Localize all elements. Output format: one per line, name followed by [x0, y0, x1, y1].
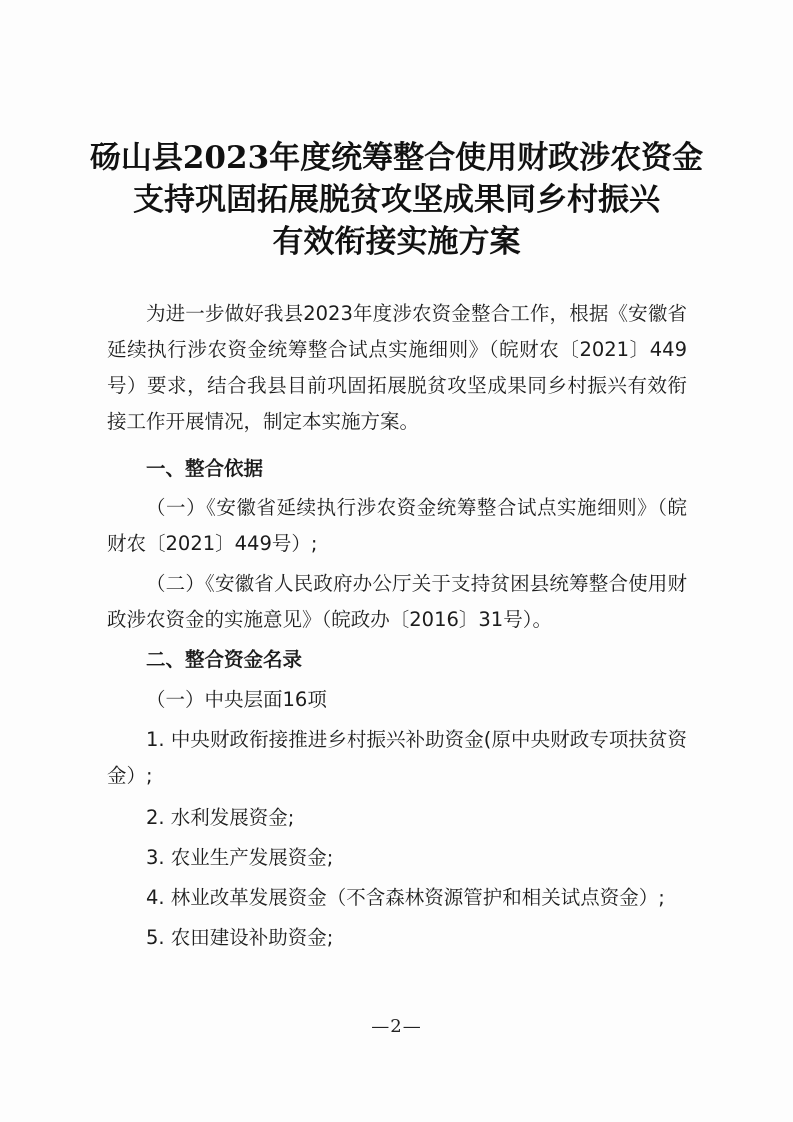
document-title-line-1: 砀山县2023年度统筹整合使用财政涉农资金	[89, 140, 704, 176]
fund-list-item-1: 1. 中央财政衔接推进乡村振兴补助资金(原中央财政专项扶贫资金）;	[107, 728, 687, 787]
intro-paragraph: 为进一步做好我县2023年度涉农资金整合工作，根据《安徽省延续执行涉农资金统筹整合试点实施细则》（皖财农〔2021〕449号）要求，结合我县目前巩固拓展脱贫攻坚成果同乡村振兴有效衔接工作开展情况，制定本实施方案。	[107, 302, 687, 433]
fund-list-item-2: 2. 水利发展资金;	[146, 806, 295, 829]
fund-list-item-3: 3. 农业生产发展资金;	[146, 846, 334, 869]
document-title-line-3: 有效衔接实施方案	[272, 224, 521, 260]
subsection-heading-central: （一）中央层面16项	[146, 688, 327, 711]
section-heading-fund-list: 二、整合资金名录	[146, 648, 303, 671]
document-title-line-2: 支持巩固拓展脱贫攻坚成果同乡村振兴	[133, 182, 660, 218]
page-number: —2—	[371, 1016, 422, 1037]
basis-item-1: （一）《安徽省延续执行涉农资金统筹整合试点实施细则》（皖财农〔2021〕449号）;	[107, 496, 687, 555]
basis-item-2: （二）《安徽省人民政府办公厅关于支持贫困县统筹整合使用财政涉农资金的实施意见》（皖政办〔2016〕31号）。	[107, 572, 687, 631]
section-heading-basis: 一、整合依据	[146, 457, 264, 480]
fund-list-item-4: 4. 林业改革发展资金（不含森林资源管护和相关试点资金）;	[146, 886, 665, 909]
fund-list-item-5: 5. 农田建设补助资金;	[146, 926, 334, 949]
